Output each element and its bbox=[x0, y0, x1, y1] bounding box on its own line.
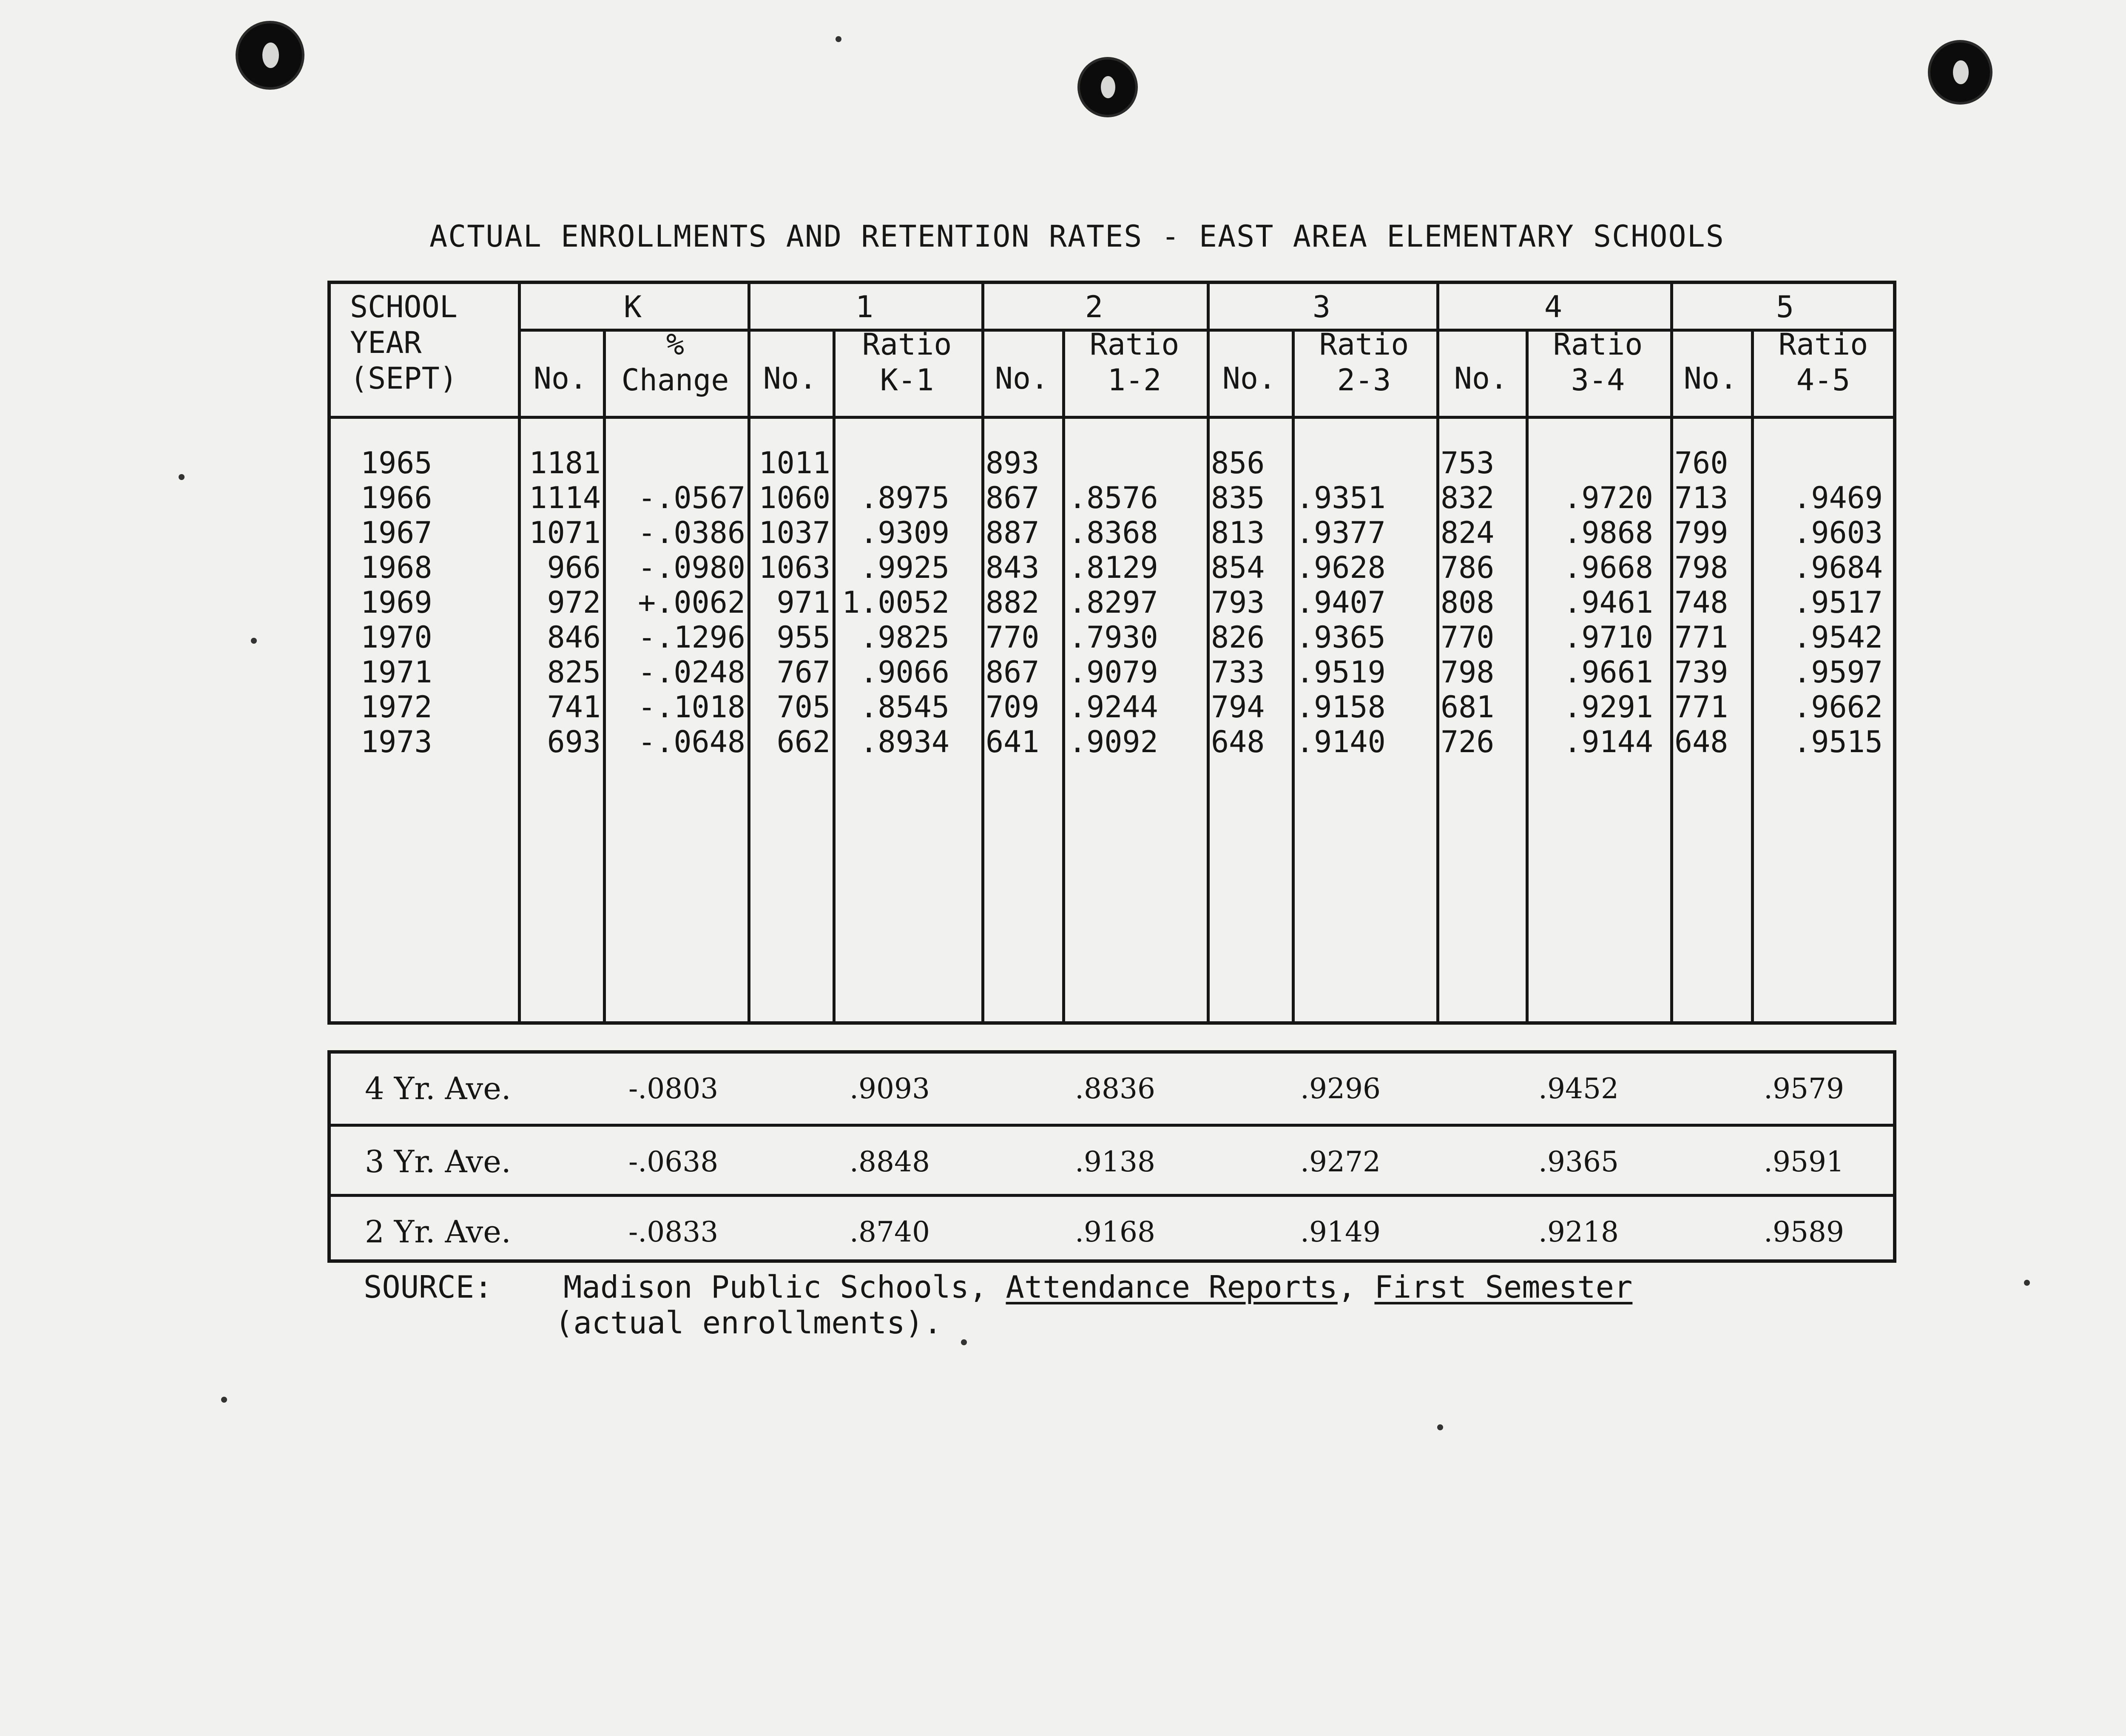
average-value: .9589 bbox=[1764, 1216, 1844, 1248]
average-value: .9365 bbox=[1538, 1145, 1619, 1178]
average-value: .9168 bbox=[1075, 1216, 1155, 1248]
average-row bbox=[331, 1124, 1893, 1197]
average-row bbox=[331, 1194, 1893, 1267]
column-rule bbox=[833, 331, 836, 1021]
k-change-cell: -.1296 bbox=[638, 620, 745, 655]
g4-no-cell: 681 bbox=[1441, 690, 1495, 725]
g1-no-cell: 955 bbox=[776, 620, 830, 655]
year-cell: 1965 bbox=[361, 446, 432, 480]
averages-table bbox=[327, 1050, 1896, 1263]
k-change-cell: -.0980 bbox=[638, 550, 745, 585]
g4-no-cell: 798 bbox=[1441, 655, 1495, 690]
g2-no-cell: 882 bbox=[986, 585, 1040, 620]
k-no-cell: 741 bbox=[547, 690, 601, 725]
average-value: .9149 bbox=[1300, 1216, 1381, 1248]
scan-speck bbox=[221, 1397, 227, 1403]
g2-no-cell: 887 bbox=[986, 515, 1040, 550]
g2-ratio-cell bbox=[1069, 446, 1196, 480]
g1-ratio-cell: .9309 bbox=[860, 515, 949, 550]
g1-no-cell: 971 bbox=[776, 585, 830, 620]
header-rule bbox=[331, 416, 1893, 419]
g3-ratio-cell bbox=[1296, 446, 1424, 480]
g4-ratio-column bbox=[1530, 446, 1653, 759]
g5-ratio-column bbox=[1755, 446, 1883, 759]
g3-no-cell: 793 bbox=[1211, 585, 1265, 620]
g3-no-cell: 733 bbox=[1211, 655, 1265, 690]
k-change-cell: -.0248 bbox=[638, 655, 745, 690]
g1-no-header: No. bbox=[763, 361, 817, 396]
g2-ratio-cell: .8297 bbox=[1069, 585, 1158, 620]
g2-ratio-column bbox=[1069, 446, 1196, 759]
g1-ratio-cell: .9825 bbox=[860, 620, 949, 655]
g4-ratio-header: Ratio 3-4 bbox=[1553, 327, 1643, 398]
year-cell: 1966 bbox=[361, 480, 432, 515]
k-change-header: % Change bbox=[621, 327, 729, 398]
source-note: SOURCE: Madison Public Schools, Attendance Reports, First Semester (actual enrollments). bbox=[364, 1269, 1633, 1341]
g3-no-cell: 648 bbox=[1211, 725, 1265, 759]
average-value: .8836 bbox=[1075, 1072, 1155, 1105]
g1-no-cell: 662 bbox=[776, 725, 830, 759]
k-no-cell: 1071 bbox=[529, 515, 601, 550]
g4-ratio-cell: .9291 bbox=[1563, 690, 1653, 725]
g5-ratio-cell: .9603 bbox=[1793, 515, 1883, 550]
g4-no-cell: 808 bbox=[1441, 585, 1495, 620]
g3-no-cell: 854 bbox=[1211, 550, 1265, 585]
g2-no-header: No. bbox=[995, 361, 1049, 396]
punch-hole bbox=[238, 23, 302, 87]
average-value: .9591 bbox=[1764, 1145, 1844, 1178]
scan-speck bbox=[836, 36, 841, 42]
g1-ratio-column bbox=[837, 446, 949, 759]
g1-no-cell: 1063 bbox=[759, 550, 830, 585]
k-change-cell: -.0567 bbox=[638, 480, 745, 515]
g1-ratio-cell: .8975 bbox=[860, 480, 949, 515]
g4-ratio-cell: .9461 bbox=[1563, 585, 1653, 620]
year-cell: 1971 bbox=[361, 655, 432, 690]
column-rule bbox=[1062, 331, 1065, 1021]
average-value: .9579 bbox=[1764, 1072, 1844, 1105]
g3-no-column bbox=[1211, 446, 1290, 759]
column-rule bbox=[1526, 331, 1529, 1021]
source-semester: First Semester bbox=[1374, 1269, 1633, 1305]
average-value: .9138 bbox=[1075, 1145, 1155, 1178]
punch-hole bbox=[1930, 43, 1990, 102]
scan-speck bbox=[1437, 1424, 1443, 1430]
g5-ratio-cell: .9662 bbox=[1793, 690, 1883, 725]
g3-no-cell: 794 bbox=[1211, 690, 1265, 725]
g4-ratio-cell: .9868 bbox=[1563, 515, 1653, 550]
source-label: SOURCE: bbox=[364, 1269, 493, 1305]
g5-no-cell: 771 bbox=[1674, 690, 1728, 725]
g1-no-cell: 1011 bbox=[759, 446, 830, 480]
grade-header-4: 4 bbox=[1544, 290, 1563, 324]
grade-header-1: 1 bbox=[855, 290, 874, 324]
g3-ratio-cell: .9140 bbox=[1296, 725, 1386, 759]
g1-ratio-cell: .9925 bbox=[860, 550, 949, 585]
g3-ratio-cell: .9365 bbox=[1296, 620, 1386, 655]
g3-ratio-cell: .9628 bbox=[1296, 550, 1386, 585]
g4-ratio-cell: .9668 bbox=[1563, 550, 1653, 585]
k-no-cell: 846 bbox=[547, 620, 601, 655]
scan-speck bbox=[251, 638, 257, 644]
g3-ratio-column bbox=[1296, 446, 1424, 759]
g4-ratio-cell: .9710 bbox=[1563, 620, 1653, 655]
scan-speck bbox=[179, 474, 185, 480]
g3-ratio-cell: .9351 bbox=[1296, 480, 1386, 515]
g5-ratio-cell: .9684 bbox=[1793, 550, 1883, 585]
year-column bbox=[361, 446, 501, 759]
g2-ratio-cell: .9092 bbox=[1069, 725, 1158, 759]
year-cell: 1969 bbox=[361, 585, 432, 620]
g5-ratio-cell bbox=[1755, 446, 1883, 480]
average-value: .8740 bbox=[850, 1216, 930, 1248]
g3-ratio-header: Ratio 2-3 bbox=[1319, 327, 1409, 398]
g5-no-cell: 648 bbox=[1674, 725, 1728, 759]
g4-ratio-cell: .9720 bbox=[1563, 480, 1653, 515]
year-cell: 1970 bbox=[361, 620, 432, 655]
average-value: .9093 bbox=[850, 1072, 930, 1105]
g3-ratio-cell: .9519 bbox=[1296, 655, 1386, 690]
g1-no-cell: 1037 bbox=[759, 515, 830, 550]
year-cell: 1968 bbox=[361, 550, 432, 585]
g4-ratio-cell: .9144 bbox=[1563, 725, 1653, 759]
g5-ratio-cell: .9517 bbox=[1793, 585, 1883, 620]
k-no-cell: 966 bbox=[547, 550, 601, 585]
average-value: -.0833 bbox=[628, 1216, 719, 1248]
g2-ratio-cell: .7930 bbox=[1069, 620, 1158, 655]
g5-ratio-cell: .9515 bbox=[1793, 725, 1883, 759]
g1-ratio-cell: 1.0052 bbox=[842, 585, 949, 620]
g2-no-cell: 867 bbox=[986, 480, 1040, 515]
g3-no-cell: 856 bbox=[1211, 446, 1265, 480]
g1-ratio-cell bbox=[837, 446, 949, 480]
g5-no-cell: 771 bbox=[1674, 620, 1728, 655]
k-change-cell: -.1018 bbox=[638, 690, 745, 725]
column-rule bbox=[603, 331, 606, 1021]
g1-no-cell: 705 bbox=[776, 690, 830, 725]
g5-ratio-cell: .9469 bbox=[1793, 480, 1883, 515]
g5-no-column bbox=[1674, 446, 1749, 759]
g4-no-cell: 824 bbox=[1441, 515, 1495, 550]
g1-no-column bbox=[752, 446, 830, 759]
average-value: -.0803 bbox=[628, 1072, 719, 1105]
g2-no-cell: 867 bbox=[986, 655, 1040, 690]
k-change-column bbox=[607, 446, 745, 759]
g2-ratio-cell: .8576 bbox=[1069, 480, 1158, 515]
average-label: 4 Yr. Ave. bbox=[365, 1071, 511, 1106]
enrollment-table bbox=[327, 281, 1896, 1025]
g1-ratio-header: Ratio K-1 bbox=[862, 327, 952, 398]
g2-no-column bbox=[986, 446, 1060, 759]
average-value: .9218 bbox=[1538, 1216, 1619, 1248]
average-row bbox=[331, 1054, 1893, 1124]
column-rule bbox=[1292, 331, 1295, 1021]
g2-no-cell: 641 bbox=[986, 725, 1040, 759]
g5-ratio-cell: .9542 bbox=[1793, 620, 1883, 655]
g4-no-cell: 726 bbox=[1441, 725, 1495, 759]
k-no-cell: 972 bbox=[547, 585, 601, 620]
g4-no-column bbox=[1441, 446, 1523, 759]
year-cell: 1967 bbox=[361, 515, 432, 550]
g3-no-cell: 835 bbox=[1211, 480, 1265, 515]
document-title: ACTUAL ENROLLMENTS AND RETENTION RATES - EAST AREA ELEMENTARY SCHOOLS bbox=[429, 219, 1725, 254]
k-no-cell: 1114 bbox=[529, 480, 601, 515]
k-no-cell: 1181 bbox=[529, 446, 601, 480]
g1-ratio-cell: .8545 bbox=[860, 690, 949, 725]
g5-no-cell: 799 bbox=[1674, 515, 1728, 550]
g3-ratio-cell: .9407 bbox=[1296, 585, 1386, 620]
g4-no-cell: 832 bbox=[1441, 480, 1495, 515]
average-value: .9452 bbox=[1538, 1072, 1619, 1105]
g5-ratio-cell: .9597 bbox=[1793, 655, 1883, 690]
average-label: 3 Yr. Ave. bbox=[365, 1144, 511, 1179]
g1-no-cell: 1060 bbox=[759, 480, 830, 515]
g5-no-cell: 760 bbox=[1674, 446, 1728, 480]
g2-no-cell: 770 bbox=[986, 620, 1040, 655]
source-detail: (actual enrollments). bbox=[555, 1305, 942, 1341]
source-organization: Madison Public Schools, bbox=[563, 1269, 988, 1305]
g3-no-header: No. bbox=[1222, 361, 1276, 396]
k-no-column bbox=[522, 446, 601, 759]
g1-ratio-cell: .9066 bbox=[860, 655, 949, 690]
k-change-cell: +.0062 bbox=[638, 585, 745, 620]
g5-no-cell: 748 bbox=[1674, 585, 1728, 620]
punch-hole bbox=[1080, 60, 1135, 115]
scan-speck bbox=[2024, 1280, 2030, 1286]
year-cell: 1972 bbox=[361, 690, 432, 725]
k-change-cell bbox=[607, 446, 745, 480]
g5-no-cell: 798 bbox=[1674, 550, 1728, 585]
g4-no-cell: 770 bbox=[1441, 620, 1495, 655]
g4-ratio-cell: .9661 bbox=[1563, 655, 1653, 690]
g2-ratio-cell: .8129 bbox=[1069, 550, 1158, 585]
g5-ratio-header: Ratio 4-5 bbox=[1778, 327, 1868, 398]
g2-no-cell: 843 bbox=[986, 550, 1040, 585]
average-label: 2 Yr. Ave. bbox=[365, 1214, 511, 1250]
g2-ratio-header: Ratio 1-2 bbox=[1089, 327, 1180, 398]
school-year-header: SCHOOL YEAR (SEPT) bbox=[350, 290, 458, 396]
year-cell: 1973 bbox=[361, 725, 432, 759]
k-change-cell: -.0386 bbox=[638, 515, 745, 550]
average-value: .8848 bbox=[850, 1145, 930, 1178]
k-no-cell: 693 bbox=[547, 725, 601, 759]
g3-ratio-cell: .9377 bbox=[1296, 515, 1386, 550]
g2-no-cell: 709 bbox=[986, 690, 1040, 725]
g2-ratio-cell: .9079 bbox=[1069, 655, 1158, 690]
g5-no-cell: 713 bbox=[1674, 480, 1728, 515]
k-no-header: No. bbox=[533, 361, 588, 396]
g2-no-cell: 893 bbox=[986, 446, 1040, 480]
k-no-cell: 825 bbox=[547, 655, 601, 690]
g2-ratio-cell: .8368 bbox=[1069, 515, 1158, 550]
average-value: .9272 bbox=[1300, 1145, 1381, 1178]
g3-ratio-cell: .9158 bbox=[1296, 690, 1386, 725]
g2-ratio-cell: .9244 bbox=[1069, 690, 1158, 725]
average-value: -.0638 bbox=[628, 1145, 719, 1178]
column-rule bbox=[1751, 331, 1754, 1021]
g5-no-header: No. bbox=[1683, 361, 1738, 396]
scan-speck bbox=[961, 1339, 967, 1345]
g1-ratio-cell: .8934 bbox=[860, 725, 949, 759]
k-change-cell: -.0648 bbox=[638, 725, 745, 759]
grade-header-k: K bbox=[623, 290, 642, 324]
grade-header-2: 2 bbox=[1085, 290, 1103, 324]
source-report: Attendance Reports bbox=[1006, 1269, 1338, 1305]
grade-header-3: 3 bbox=[1312, 290, 1331, 324]
g4-no-cell: 753 bbox=[1441, 446, 1495, 480]
g3-no-cell: 826 bbox=[1211, 620, 1265, 655]
g3-no-cell: 813 bbox=[1211, 515, 1265, 550]
average-value: .9296 bbox=[1300, 1072, 1381, 1105]
g5-no-cell: 739 bbox=[1674, 655, 1728, 690]
grade-header-5: 5 bbox=[1776, 290, 1794, 324]
g1-no-cell: 767 bbox=[776, 655, 830, 690]
g4-no-header: No. bbox=[1454, 361, 1508, 396]
g4-no-cell: 786 bbox=[1441, 550, 1495, 585]
g4-ratio-cell bbox=[1530, 446, 1653, 480]
